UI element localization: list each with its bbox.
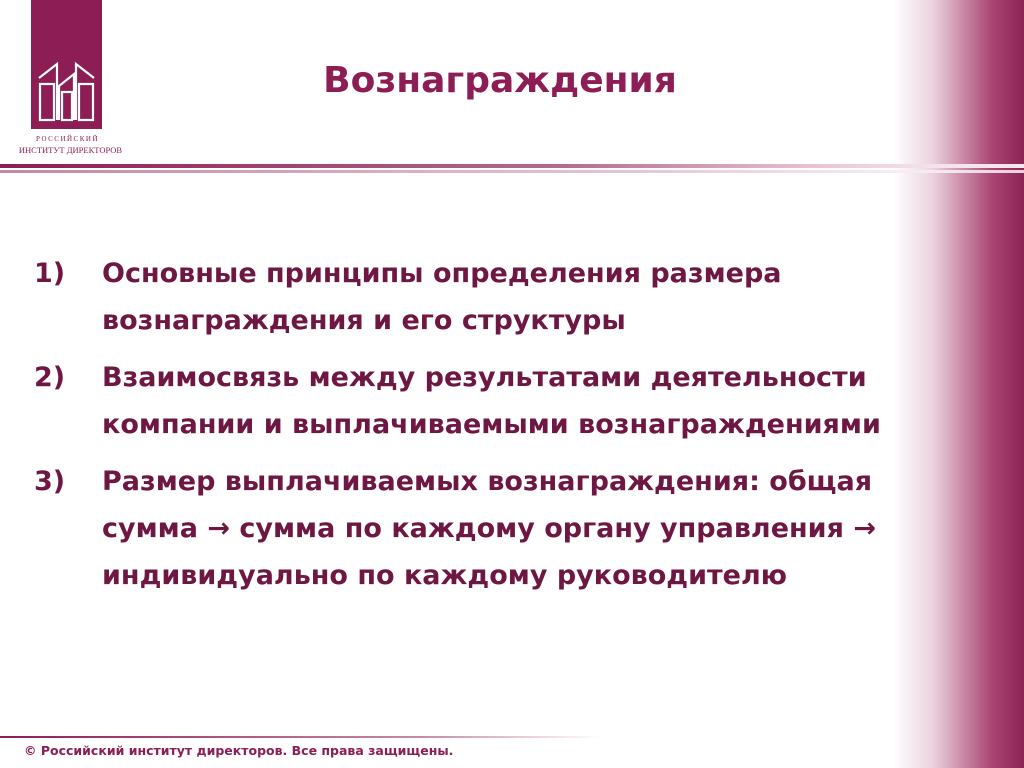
list-item (34, 354, 974, 448)
logo-text-line1: РОССИЙСКИЙ (35, 135, 99, 143)
list-item (34, 458, 974, 599)
logo-text-line2: ИНСТИТУТ ДИРЕКТОРОВ (18, 145, 123, 155)
copyright-footer: © Российский институт директоров. Все права защищены. (24, 743, 454, 758)
header-divider-secondary (0, 170, 1024, 173)
logo (31, 0, 102, 129)
header-divider (0, 164, 1024, 168)
list-item-text: Основные принципы определения размера вознаграждения и его структуры (102, 258, 782, 336)
list-item-number: 2) (34, 362, 66, 393)
slide-title: Вознаграждения (323, 60, 677, 101)
list-item-text: Взаимосвязь между результатами деятельности компании и выплачиваемыми вознаграждениями (102, 362, 881, 440)
list-item-number: 3) (34, 466, 66, 497)
list-item (34, 250, 974, 344)
footer-divider (0, 736, 600, 738)
rid-building-logo-icon (37, 60, 96, 122)
numbered-list (34, 250, 974, 609)
list-item-text: Размер выплачиваемых вознаграждения: общая сумма → сумма по каждому органу управления → индивидуально по каждому руководителю (102, 466, 876, 591)
list-item-number: 1) (34, 258, 66, 289)
